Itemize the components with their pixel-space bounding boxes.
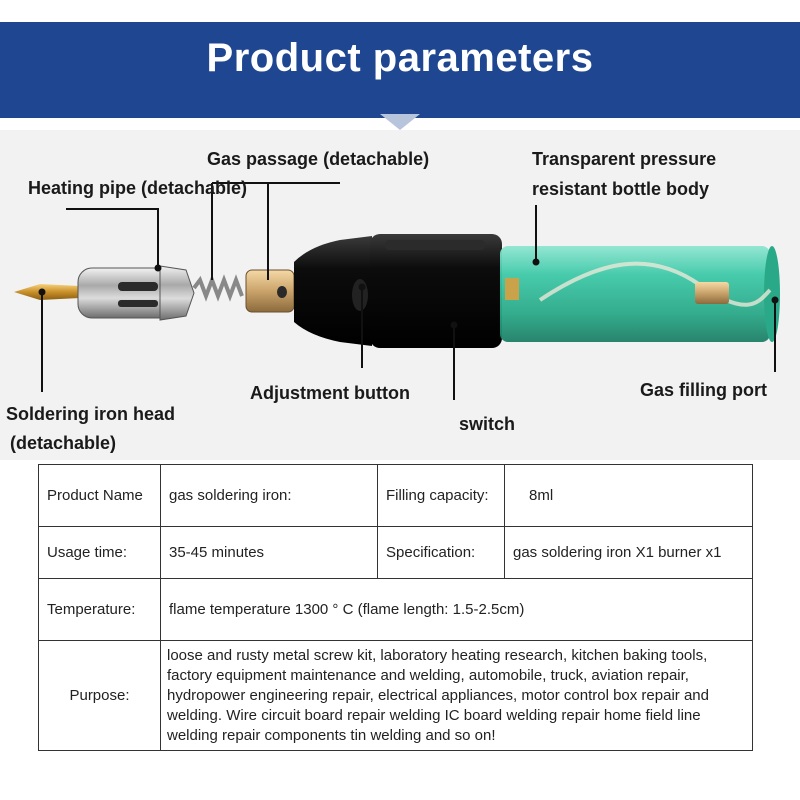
purpose-value: loose and rusty metal screw kit, laboratory heating research, kitchen baking tools, factory equipment maintenance and welding, automobile, truck, aviation repair, hydropower engineering repair, electrical appliances, motor control box repair and welding. Wire circuit board repair welding IC board welding repair home field line welding repair components tin welding and so on! <box>161 641 753 751</box>
soldering-tip <box>14 284 80 300</box>
label-switch: switch <box>459 414 516 434</box>
table-row <box>39 527 753 579</box>
black-body <box>294 234 502 348</box>
label-bottle-line2: resistant bottle body <box>532 179 710 199</box>
temperature-key: Temperature: <box>39 579 161 641</box>
label-bottle-line1: Transparent pressure <box>532 149 717 169</box>
product-name-key: Product Name <box>39 465 161 527</box>
spec-table <box>38 464 753 751</box>
table-row <box>39 465 753 527</box>
transparent-bottle <box>500 246 780 342</box>
temperature-value: flame temperature 1300 ° C (flame length: 1.5-2.5cm) <box>161 579 753 641</box>
product-name-value: gas soldering iron: <box>161 465 378 527</box>
filling-capacity-key: Filling capacity: <box>378 465 505 527</box>
label-adjustment-button: Adjustment button <box>250 383 410 403</box>
label-iron-head-line1: Soldering iron head <box>6 404 176 424</box>
usage-time-key: Usage time: <box>39 527 161 579</box>
usage-time-value: 35-45 minutes <box>161 527 378 579</box>
label-gas-filling-port: Gas filling port <box>640 380 768 400</box>
page-title: Product parameters <box>206 36 594 80</box>
label-gas-passage: Gas passage (detachable) <box>207 149 430 169</box>
label-heating-pipe: Heating pipe (detachable) <box>28 178 248 198</box>
table-row <box>39 641 753 751</box>
specification-value: gas soldering iron X1 burner x1 <box>505 527 753 579</box>
label-iron-head-line2: (detachable) <box>10 433 117 453</box>
heating-pipe <box>78 266 194 320</box>
table-row <box>39 579 753 641</box>
gas-passage-spring <box>194 280 242 296</box>
gas-passage-connector <box>246 270 294 312</box>
filling-capacity-value: 8ml <box>505 465 753 527</box>
specification-key: Specification: <box>378 527 505 579</box>
purpose-key: Purpose: <box>39 641 161 751</box>
